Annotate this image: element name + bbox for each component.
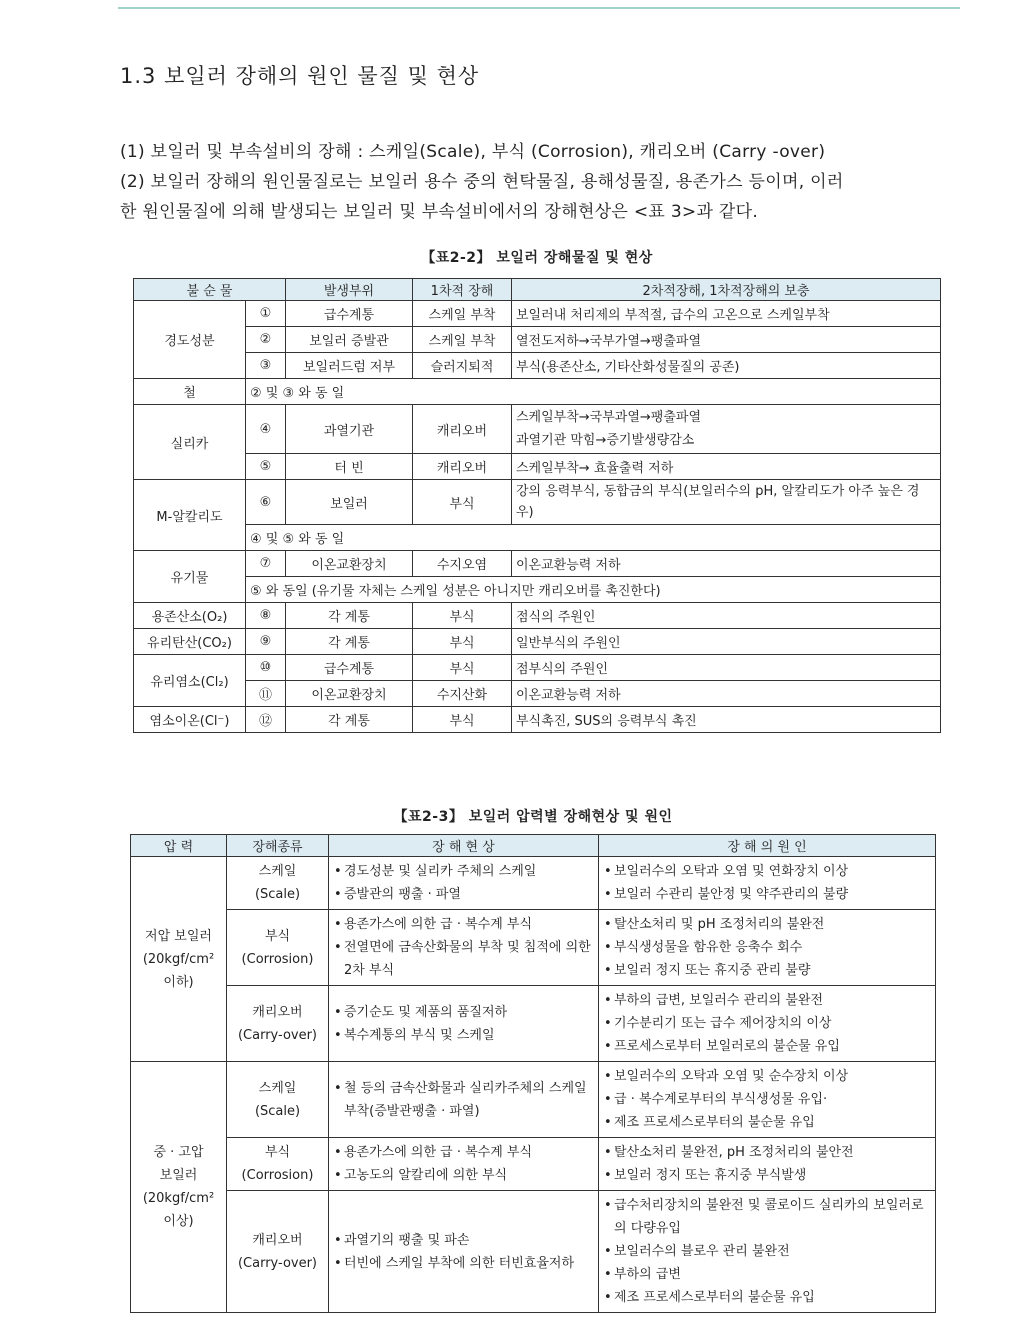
table-header-row <box>131 835 936 857</box>
header-impurity: 불 순 물 <box>134 279 286 301</box>
type-english: (Corrosion) <box>241 1168 314 1183</box>
header-second: 2차적장해, 1차적장해의 보충 <box>512 279 941 301</box>
header-first: 1차적 장해 <box>413 279 512 301</box>
first-cell: 부식 <box>413 480 512 525</box>
header-pressure: 압 력 <box>131 835 227 857</box>
top-rule <box>118 7 960 9</box>
number-cell: ⑤ <box>246 454 286 480</box>
site-cell: 각 계통 <box>286 707 413 733</box>
list-item: • 탈산소처리 및 pH 조정처리의 불완전 <box>604 913 930 936</box>
site-cell: 터 빈 <box>286 454 413 480</box>
list-item: • 부하의 급변 <box>604 1263 930 1286</box>
impurity-cell: 염소이온(Cl⁻) <box>134 707 246 733</box>
pressure-cell-low <box>131 857 227 1062</box>
phenomenon-cell <box>329 1191 599 1313</box>
pressure-range: (20kgf/cm² 이상) <box>142 1191 215 1229</box>
second-cell: 일반부식의 주원인 <box>512 629 941 655</box>
number-cell: ④ <box>246 405 286 454</box>
list-item: • 보일러수의 오탁과 오염 및 연화장치 이상 <box>604 860 930 883</box>
list-item: • 전열면에 금속산화물의 부착 및 침적에 의한 2차 부식 <box>334 936 593 982</box>
list-item: • 고농도의 알칼리에 의한 부식 <box>334 1164 593 1187</box>
site-cell: 각 계통 <box>286 603 413 629</box>
paragraph-1: (1) 보일러 및 부속설비의 장해 : 스케일(Scale), 부식 (Corrosion), 캐리오버 (Carry -over) <box>120 142 826 162</box>
list-item: • 복수계통의 부식 및 스케일 <box>334 1024 593 1047</box>
number-cell: ⑧ <box>246 603 286 629</box>
list-item: • 용존가스에 의한 급 · 복수계 부식 <box>334 1141 593 1164</box>
table-row <box>134 655 941 681</box>
phenomenon-cell <box>329 910 599 986</box>
first-cell: 부식 <box>413 629 512 655</box>
number-cell: ① <box>246 301 286 327</box>
pressure-cell-high <box>131 1062 227 1313</box>
cause-cell <box>599 910 936 986</box>
site-cell: 각 계통 <box>286 629 413 655</box>
number-cell: ⑩ <box>246 655 286 681</box>
type-label: 스케일 <box>258 864 297 879</box>
first-cell: 수지오염 <box>413 551 512 577</box>
impurity-cell: 실리카 <box>134 405 246 480</box>
number-cell: ⑪ <box>246 681 286 707</box>
type-label: 부식 <box>264 928 291 944</box>
first-cell: 캐리오버 <box>413 405 512 454</box>
list-item: • 보일러 정지 또는 휴지중 부식발생 <box>604 1164 930 1187</box>
table-row <box>134 480 941 525</box>
number-cell: ⑥ <box>246 480 286 525</box>
type-cell <box>227 857 329 910</box>
type-cell <box>227 986 329 1062</box>
paragraph-2-line2: 한 원인물질에 의해 발생되는 보일러 및 부속설비에서의 장해현상은 <표 3>과 같다. <box>120 202 759 222</box>
first-cell: 스케일 부착 <box>413 327 512 353</box>
list-item: • 과열기의 팽출 및 파손 <box>334 1229 593 1252</box>
impurity-cell: 유기물 <box>134 551 246 603</box>
type-english: (Scale) <box>254 1103 301 1119</box>
site-cell: 보일러 <box>286 480 413 525</box>
number-cell: ② <box>246 327 286 353</box>
header-phenomenon: 장 해 현 상 <box>329 835 599 857</box>
impurity-cell: 유리염소(Cl₂) <box>134 655 246 707</box>
type-cell <box>227 1138 329 1191</box>
site-cell: 급수계통 <box>286 655 413 681</box>
type-label: 캐리오버 <box>252 1232 303 1248</box>
table-row <box>134 454 941 480</box>
type-label: 스케일 <box>258 1080 297 1096</box>
second-cell: 부식(용존산소, 기타산화성물질의 공존) <box>512 353 941 379</box>
first-cell: 부식 <box>413 603 512 629</box>
pressure-table <box>130 834 936 1313</box>
phenomenon-cell <box>329 857 599 910</box>
table-row <box>134 379 941 405</box>
table-row <box>131 1191 936 1313</box>
first-cell: 부식 <box>413 655 512 681</box>
second-cell: 이온교환능력 저하 <box>512 551 941 577</box>
second-line: 스케일부착→국부과열→팽출파열 <box>516 410 702 425</box>
paragraph-2-line1: (2) 보일러 장해의 원인물질로는 보일러 용수 중의 현탁물질, 용해성물질, 용존가스 등이며, 이러 <box>120 172 844 192</box>
list-item: • 제조 프로세스로부터의 불순물 유입 <box>604 1111 930 1134</box>
table2-caption: 【표2-3】 보일러 압력별 장해현상 및 원인 <box>393 809 673 825</box>
note-cell: ④ 및 ⑤ 와 동 일 <box>246 525 941 551</box>
second-cell: 점식의 주원인 <box>512 603 941 629</box>
pressure-label: 중 · 고압 <box>153 1145 204 1160</box>
second-cell <box>512 405 941 454</box>
second-cell: 강의 응력부식, 동합금의 부식(보일러수의 pH, 알칼리도가 아주 높은 경우) <box>512 480 941 525</box>
table-row <box>134 301 941 327</box>
phenomenon-cell <box>329 1062 599 1138</box>
cause-cell <box>599 1138 936 1191</box>
second-cell: 스케일부착→ 효율출력 저하 <box>512 454 941 480</box>
cause-cell <box>599 1191 936 1313</box>
list-item: • 급 · 복수계로부터의 부식생성물 유입· <box>604 1088 930 1111</box>
list-item: • 탈산소처리 불완전, pH 조정처리의 불안전 <box>604 1141 930 1164</box>
table-row <box>134 327 941 353</box>
list-item: • 경도성분 및 실리카 주체의 스케일 <box>334 860 593 883</box>
impurity-cell: 용존산소(O₂) <box>134 603 246 629</box>
site-cell: 보일러 증발관 <box>286 327 413 353</box>
second-cell: 열전도저하→국부가열→팽출파열 <box>512 327 941 353</box>
first-cell: 스케일 부착 <box>413 301 512 327</box>
first-cell: 슬러지퇴적 <box>413 353 512 379</box>
note-cell: ⑤ 와 동일 (유기물 자체는 스케일 성분은 아니지만 캐리오버를 촉진한다) <box>246 577 941 603</box>
impurity-cell: 철 <box>134 379 246 405</box>
type-english: (Carry-over) <box>237 1255 318 1271</box>
site-cell: 보일러드럼 저부 <box>286 353 413 379</box>
second-line: 과열기관 막힘→증기발생량감소 <box>516 433 695 448</box>
list-item: • 보일러 수관리 불안정 및 약주관리의 불량 <box>604 883 930 906</box>
list-item: • 터빈에 스케일 부착에 의한 터빈효율저하 <box>334 1252 593 1275</box>
table-row <box>134 551 941 577</box>
first-cell: 수지산화 <box>413 681 512 707</box>
table-row <box>134 405 941 454</box>
list-item: • 급수처리장치의 불완전 및 콜로이드 실리카의 보일러로의 다량유입 <box>604 1194 930 1240</box>
second-cell: 점부식의 주원인 <box>512 655 941 681</box>
number-cell: ⑨ <box>246 629 286 655</box>
list-item: • 보일러 정지 또는 휴지중 관리 불량 <box>604 959 930 982</box>
table-header-row <box>134 279 941 301</box>
table-row <box>134 681 941 707</box>
table-row <box>131 857 936 910</box>
cause-cell <box>599 1062 936 1138</box>
second-cell: 이온교환능력 저하 <box>512 681 941 707</box>
type-cell <box>227 1062 329 1138</box>
phenomenon-cell <box>329 1138 599 1191</box>
impurity-cell: 유리탄산(CO₂) <box>134 629 246 655</box>
header-type: 장해종류 <box>227 835 329 857</box>
cause-cell <box>599 986 936 1062</box>
number-cell: ⑦ <box>246 551 286 577</box>
impurity-table <box>133 278 941 733</box>
site-cell: 과열기관 <box>286 405 413 454</box>
table1-caption: 【표2-2】 보일러 장해물질 및 현상 <box>421 250 653 266</box>
impurity-cell: M-알칼리도 <box>134 480 246 551</box>
list-item: • 보일러수의 오탁과 오염 및 순수장치 이상 <box>604 1065 930 1088</box>
list-item: • 철 등의 금속산화물과 실리카주체의 스케일 부착(증발관팽출 · 파열) <box>334 1077 593 1123</box>
phenomenon-cell <box>329 986 599 1062</box>
pressure-label: 보일러 <box>159 1168 198 1183</box>
table-row <box>134 707 941 733</box>
type-cell <box>227 910 329 986</box>
type-label: 캐리오버 <box>252 1004 303 1020</box>
site-cell: 급수계통 <box>286 301 413 327</box>
list-item: • 부식생성물을 함유한 응축수 회수 <box>604 936 930 959</box>
number-cell: ⑫ <box>246 707 286 733</box>
second-cell: 보일러내 처리제의 부적절, 급수의 고온으로 스케일부착 <box>512 301 941 327</box>
type-english: (Corrosion) <box>241 951 314 967</box>
list-item: • 용존가스에 의한 급 · 복수계 부식 <box>334 913 593 936</box>
impurity-cell: 경도성분 <box>134 301 246 379</box>
table-row <box>131 986 936 1062</box>
cause-cell <box>599 857 936 910</box>
site-cell: 이온교환장치 <box>286 681 413 707</box>
table-row <box>134 353 941 379</box>
header-site: 발생부위 <box>286 279 413 301</box>
table-row <box>134 603 941 629</box>
type-english: (Carry-over) <box>237 1027 318 1043</box>
table-row <box>131 1138 936 1191</box>
table-row <box>131 1062 936 1138</box>
list-item: • 기수분리기 또는 급수 제어장치의 이상 <box>604 1012 930 1035</box>
first-cell: 캐리오버 <box>413 454 512 480</box>
table-row <box>131 910 936 986</box>
list-item: • 제조 프로세스로부터의 불순물 유입 <box>604 1286 930 1309</box>
pressure-range: (20kgf/cm² 이하) <box>142 951 215 990</box>
list-item: • 증발관의 팽출 · 파열 <box>334 883 593 906</box>
first-cell: 부식 <box>413 707 512 733</box>
table-row <box>134 629 941 655</box>
number-cell: ③ <box>246 353 286 379</box>
type-cell <box>227 1191 329 1313</box>
list-item: • 보일러수의 블로우 관리 불완전 <box>604 1240 930 1263</box>
list-item: • 증기순도 및 제품의 품질저하 <box>334 1001 593 1024</box>
second-cell: 부식촉진, SUS의 응력부식 촉진 <box>512 707 941 733</box>
list-item: • 프로세스로부터 보일러로의 불순물 유입 <box>604 1035 930 1058</box>
type-english: (Scale) <box>254 887 301 902</box>
site-cell: 이온교환장치 <box>286 551 413 577</box>
table-row <box>134 525 941 551</box>
type-label: 부식 <box>264 1145 291 1160</box>
table-row <box>134 577 941 603</box>
list-item: • 부하의 급변, 보일러수 관리의 불완전 <box>604 989 930 1012</box>
note-cell: ② 및 ③ 와 동 일 <box>246 379 941 405</box>
header-cause: 장 해 의 원 인 <box>599 835 936 857</box>
section-title: 1.3 보일러 장해의 원인 물질 및 현상 <box>120 64 480 88</box>
pressure-label: 저압 보일러 <box>145 928 212 944</box>
